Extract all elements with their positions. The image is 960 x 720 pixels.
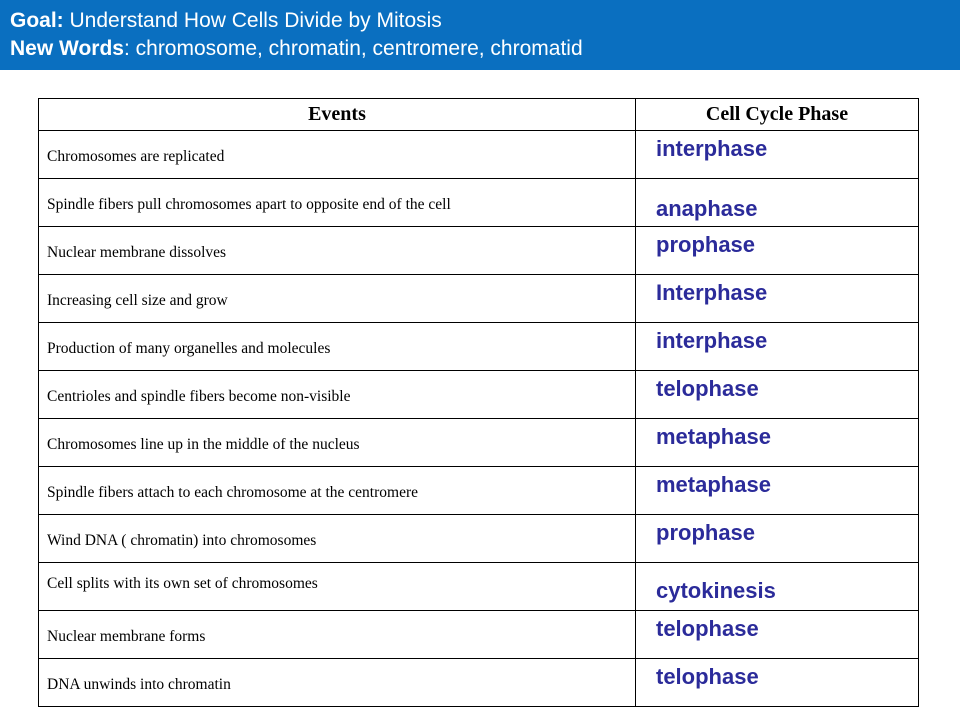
event-cell (39, 659, 636, 707)
new-words-label: New Words (10, 37, 124, 60)
new-words-text: : chromosome, chromatin, centromere, chromatid (123, 37, 583, 60)
phase-cell (636, 515, 919, 563)
phase-answer: cytokinesis (656, 577, 776, 603)
phase-answer: interphase (656, 327, 768, 353)
phase-answer: telophase (656, 663, 759, 689)
table-row (39, 515, 919, 563)
event-cell (39, 515, 636, 563)
table-row (39, 563, 919, 611)
phase-cell (636, 563, 919, 611)
phase-cell (636, 131, 919, 179)
phase-answer: anaphase (656, 195, 758, 221)
table-row (39, 371, 919, 419)
event-text: DNA unwinds into chromatin (47, 675, 231, 693)
goal-label: Goal: (10, 9, 64, 32)
table-row (39, 179, 919, 227)
phase-cell (636, 371, 919, 419)
event-text: Spindle fibers pull chromosomes apart to opposite end of the cell (47, 195, 451, 213)
phase-answer: telophase (656, 375, 759, 401)
phase-answer: metaphase (656, 423, 771, 449)
table-row (39, 419, 919, 467)
event-cell (39, 227, 636, 275)
event-cell (39, 131, 636, 179)
event-cell (39, 323, 636, 371)
events-header: Events (39, 99, 636, 131)
event-cell (39, 179, 636, 227)
goal-line (10, 8, 442, 34)
event-text: Centrioles and spindle fibers become non-visible (47, 387, 351, 405)
event-text: Nuclear membrane dissolves (47, 243, 227, 261)
phase-cell (636, 611, 919, 659)
event-text: Cell splits with its own set of chromosomes (47, 574, 318, 592)
table-row (39, 659, 919, 707)
event-text: Chromosomes line up in the middle of the nucleus (47, 435, 360, 453)
table-row (39, 611, 919, 659)
phase-answer: prophase (656, 519, 756, 545)
phase-cell (636, 227, 919, 275)
new-words-line (10, 36, 583, 62)
table-row (39, 323, 919, 371)
table-row (39, 275, 919, 323)
phase-answer: telophase (656, 615, 759, 641)
phase-header: Cell Cycle Phase (636, 99, 919, 131)
event-text: Production of many organelles and molecules (47, 339, 331, 357)
phase-answer: prophase (656, 231, 756, 257)
event-text: Spindle fibers attach to each chromosome at the centromere (47, 483, 418, 501)
goal-text: Understand How Cells Divide by Mitosis (63, 9, 442, 32)
phase-cell (636, 323, 919, 371)
phase-answer: interphase (656, 135, 768, 161)
phase-cell (636, 659, 919, 707)
table-row (39, 227, 919, 275)
event-cell (39, 467, 636, 515)
event-cell (39, 611, 636, 659)
event-cell (39, 371, 636, 419)
phase-cell (636, 179, 919, 227)
phase-answer: metaphase (656, 471, 771, 497)
phase-cell (636, 419, 919, 467)
table-header-row (39, 99, 919, 131)
event-cell (39, 275, 636, 323)
table-row (39, 131, 919, 179)
event-text: Chromosomes are replicated (47, 147, 225, 165)
event-cell (39, 419, 636, 467)
event-cell (39, 563, 636, 611)
title-banner (0, 0, 960, 70)
event-text: Wind DNA ( chromatin) into chromosomes (47, 531, 317, 549)
event-text: Nuclear membrane forms (47, 627, 206, 645)
phase-answer: Interphase (656, 279, 768, 305)
phase-cell (636, 275, 919, 323)
phase-cell (636, 467, 919, 515)
event-text: Increasing cell size and grow (47, 291, 228, 309)
cell-cycle-table (38, 98, 919, 707)
table-row (39, 467, 919, 515)
